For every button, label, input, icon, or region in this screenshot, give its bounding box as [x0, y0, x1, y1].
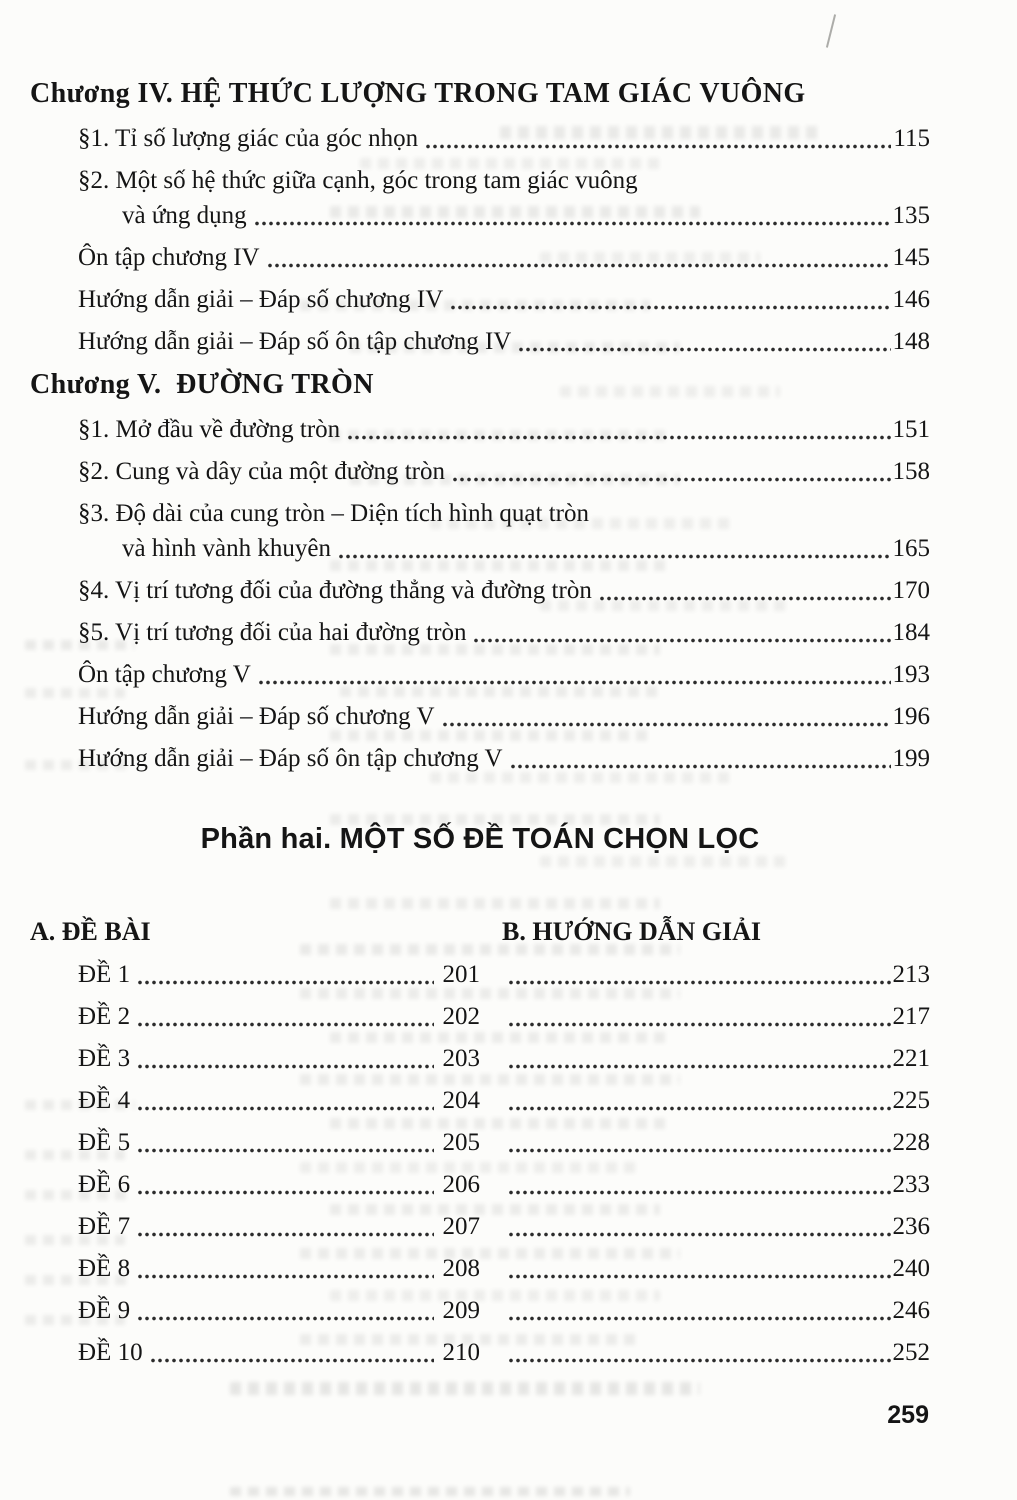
dot-leader: [508, 979, 891, 986]
toc-entry: [78, 285, 930, 315]
dot-leader: [137, 979, 433, 986]
exam-problem-page: 209: [442, 1297, 480, 1324]
dot-leader: [508, 1273, 891, 1280]
dot-leader: [452, 476, 891, 483]
dot-leader: [137, 1021, 433, 1028]
exam-row: [30, 1212, 930, 1242]
column-a-header: A. ĐỀ BÀI: [30, 917, 151, 946]
toc-entry-line: [78, 327, 930, 357]
toc-entry-title: Hướng dẫn giải – Đáp số ôn tập chương V: [78, 745, 503, 772]
dot-leader: [508, 1231, 891, 1238]
toc-entry-page: 196: [892, 703, 930, 730]
exam-label: ĐỀ 9: [78, 1297, 131, 1324]
toc-entry-title: Ôn tập chương IV: [78, 244, 260, 271]
toc-entry-line: [78, 702, 930, 732]
dot-leader: [137, 1147, 433, 1154]
dot-leader: [258, 679, 891, 686]
exam-label: ĐỀ 8: [78, 1255, 131, 1282]
toc-entry: [78, 327, 930, 357]
exam-solution-cell: [508, 1338, 930, 1368]
toc-entry-title: Hướng dẫn giải – Đáp số chương V: [78, 703, 435, 730]
exam-problem-page: 206: [442, 1171, 480, 1198]
toc-entry-page: 146: [892, 286, 930, 313]
toc-entry-page: 193: [892, 661, 930, 688]
toc-entry-line: [78, 576, 930, 606]
toc-entry-title: §4. Vị trí tương đối của đường thẳng và đường tròn: [78, 577, 592, 604]
bleed-through-artifact: [230, 1487, 630, 1496]
toc-entry: [78, 499, 930, 564]
exam-problem-page: 210: [442, 1339, 480, 1366]
toc-entry-line: [78, 744, 930, 774]
toc-entry-page: 145: [892, 244, 930, 271]
bleed-through-artifact: [230, 1382, 700, 1395]
table-of-contents: [30, 76, 930, 1368]
dot-leader: [508, 1021, 891, 1028]
chapter-entry-list: [30, 124, 930, 357]
exam-solution-cell: [508, 1212, 930, 1242]
exam-problem-page: 205: [442, 1129, 480, 1156]
toc-part-one: [30, 76, 930, 774]
toc-entry: [78, 744, 930, 774]
exam-solution-cell: [508, 1002, 930, 1032]
exam-solution-cell: [508, 960, 930, 990]
toc-entry-line: [78, 124, 930, 154]
toc-entry-page: 115: [893, 125, 930, 152]
toc-entry: [78, 457, 930, 487]
exam-solution-cell: [508, 1254, 930, 1284]
part-two-heading: Phần hai. MỘT SỐ ĐỀ TOÁN CHỌN LỌC: [200, 823, 760, 855]
exam-solution-cell: [508, 1170, 930, 1200]
exam-solution-page: 236: [892, 1213, 930, 1240]
exam-problem-cell: [78, 1338, 480, 1368]
toc-entry-page: 199: [892, 745, 930, 772]
exam-problem-cell: [78, 1086, 480, 1116]
page-number: 259: [887, 1401, 929, 1429]
dot-leader: [338, 553, 891, 560]
toc-entry: [78, 415, 930, 445]
exam-label: ĐỀ 4: [78, 1087, 131, 1114]
exam-problem-cell: [78, 1254, 480, 1284]
exam-label: ĐỀ 7: [78, 1213, 131, 1240]
column-b-header: B. HƯỚNG DẪN GIẢI: [502, 917, 762, 946]
exam-row: [30, 1170, 930, 1200]
exam-row: [30, 1254, 930, 1284]
exam-solution-page: 221: [892, 1045, 930, 1072]
dot-leader: [267, 262, 891, 269]
exam-label: ĐỀ 5: [78, 1129, 131, 1156]
toc-entry: [78, 576, 930, 606]
toc-entry-continuation-text: và hình vành khuyên: [122, 535, 331, 562]
dot-leader: [508, 1315, 891, 1322]
dot-leader: [508, 1105, 891, 1112]
dot-leader: [510, 763, 891, 770]
dot-leader: [473, 637, 890, 644]
chapter-heading: Chương V. ĐƯỜNG TRÒN: [30, 369, 374, 400]
toc-entry-continuation-line: [78, 201, 930, 231]
exam-row: [30, 1338, 930, 1368]
exam-problem-cell: [78, 1128, 480, 1158]
exam-problem-page: 201: [442, 961, 480, 988]
toc-entry-title: §5. Vị trí tương đối của hai đường tròn: [78, 619, 467, 646]
pen-mark-artifact: [826, 14, 836, 47]
exam-label: ĐỀ 1: [78, 961, 131, 988]
dot-leader: [137, 1105, 433, 1112]
exam-problem-page: 203: [442, 1045, 480, 1072]
dot-leader: [518, 346, 890, 353]
dot-leader: [150, 1357, 434, 1364]
dot-leader: [137, 1189, 433, 1196]
dot-leader: [450, 304, 890, 311]
toc-entry: [78, 618, 930, 648]
dot-leader: [425, 143, 891, 150]
exam-solution-page: 240: [892, 1255, 930, 1282]
chapter-heading: Chương IV. HỆ THỨC LƯỢNG TRONG TAM GIÁC VUÔNG: [30, 78, 806, 109]
toc-entry-title: §2. Một số hệ thức giữa cạnh, góc trong tam giác vuông: [78, 167, 638, 194]
toc-entry: [78, 166, 930, 231]
exam-label: ĐỀ 3: [78, 1045, 131, 1072]
exam-solution-page: 252: [892, 1339, 930, 1366]
dot-leader: [508, 1147, 891, 1154]
exam-row: [30, 1002, 930, 1032]
toc-entry-continuation-text: và ứng dụng: [122, 202, 247, 229]
exam-problem-page: 207: [442, 1213, 480, 1240]
dot-leader: [347, 434, 890, 441]
exam-solution-page: 233: [892, 1171, 930, 1198]
dot-leader: [137, 1315, 433, 1322]
dot-leader: [137, 1231, 433, 1238]
toc-entry-continuation-line: [78, 534, 930, 564]
toc-entry-line: [78, 285, 930, 315]
toc-entry: [78, 702, 930, 732]
dot-leader: [442, 721, 891, 728]
exam-problem-page: 208: [442, 1255, 480, 1282]
toc-entry-title: Hướng dẫn giải – Đáp số ôn tập chương IV: [78, 328, 512, 355]
toc-entry: [78, 124, 930, 154]
exam-solution-page: 246: [892, 1297, 930, 1324]
dot-leader: [508, 1357, 891, 1364]
dot-leader: [599, 595, 891, 602]
chapter-entry-list: [30, 415, 930, 774]
toc-entry: [78, 243, 930, 273]
toc-entry-title: §2. Cung và dây của một đường tròn: [78, 458, 445, 485]
exam-solution-page: 213: [892, 961, 930, 988]
exam-solution-page: 228: [892, 1129, 930, 1156]
exam-row: [30, 1296, 930, 1326]
dot-leader: [508, 1189, 891, 1196]
exam-label: ĐỀ 2: [78, 1003, 131, 1030]
exam-problem-page: 204: [442, 1087, 480, 1114]
exam-problem-cell: [78, 960, 480, 990]
exam-row: [30, 1086, 930, 1116]
exam-solution-cell: [508, 1128, 930, 1158]
toc-entry-title: §1. Tỉ số lượng giác của góc nhọn: [78, 125, 419, 152]
exam-problem-page: 202: [442, 1003, 480, 1030]
toc-entry-page: 170: [892, 577, 930, 604]
toc-entry-line: [78, 660, 930, 690]
toc-entry-line: [78, 618, 930, 648]
exam-row: [30, 1128, 930, 1158]
toc-entry-title: §3. Độ dài của cung tròn – Diện tích hình quạt tròn: [78, 500, 589, 527]
exam-solution-cell: [508, 1044, 930, 1074]
toc-entry-line: [78, 457, 930, 487]
toc-entry-line: [78, 415, 930, 445]
exam-solution-cell: [508, 1296, 930, 1326]
toc-entry-page: 184: [892, 619, 930, 646]
exam-list: [30, 960, 930, 1368]
dot-leader: [137, 1063, 433, 1070]
dot-leader: [254, 220, 891, 227]
toc-entry-page: 151: [892, 416, 930, 443]
toc-entry: [78, 660, 930, 690]
toc-entry-line: [78, 243, 930, 273]
dot-leader: [508, 1063, 891, 1070]
exam-solution-cell: [508, 1086, 930, 1116]
toc-entry-page: 148: [892, 328, 930, 355]
exam-label: ĐỀ 6: [78, 1171, 131, 1198]
toc-entry-title: §1. Mở đầu về đường tròn: [78, 416, 341, 443]
toc-entry-page: 135: [892, 202, 930, 229]
toc-entry-title: Ôn tập chương V: [78, 661, 251, 688]
exam-problem-cell: [78, 1002, 480, 1032]
exam-label: ĐỀ 10: [78, 1339, 143, 1366]
exam-problem-cell: [78, 1212, 480, 1242]
exam-problem-cell: [78, 1296, 480, 1326]
dot-leader: [137, 1273, 433, 1280]
exam-row: [30, 960, 930, 990]
toc-entry-title: Hướng dẫn giải – Đáp số chương IV: [78, 286, 444, 313]
exam-solution-page: 225: [892, 1087, 930, 1114]
exam-problem-cell: [78, 1170, 480, 1200]
toc-entry-page: 158: [892, 458, 930, 485]
exam-problem-cell: [78, 1044, 480, 1074]
exam-column-headers: [30, 916, 930, 948]
exam-row: [30, 1044, 930, 1074]
exam-solution-page: 217: [892, 1003, 930, 1030]
toc-entry-page: 165: [892, 535, 930, 562]
